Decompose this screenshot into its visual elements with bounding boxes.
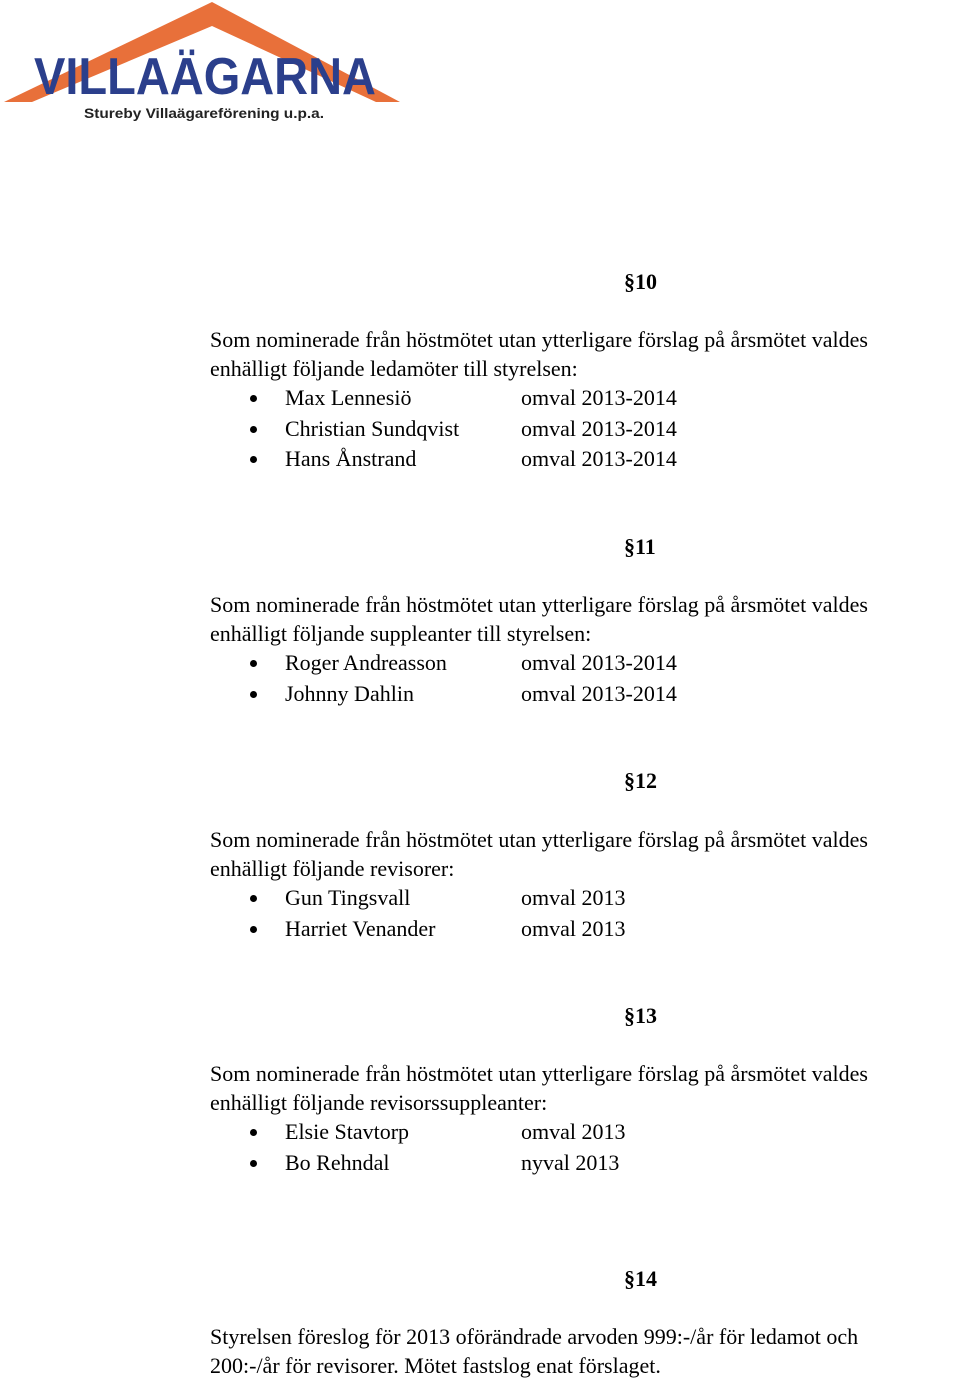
member-list [210, 383, 960, 475]
section-13 [210, 1059, 960, 1178]
list-item [210, 914, 960, 945]
list-item [210, 883, 960, 914]
member-name: Hans Ånstrand [285, 446, 417, 471]
section-text-line: Som nominerade från höstmötet utan ytterligare förslag på årsmötet valdes [210, 327, 868, 352]
section-text-line: 200:-/år för revisorer. Mötet fastslog enat förslaget. [210, 1353, 661, 1378]
bullet-icon [250, 426, 257, 433]
section-text-line: enhälligt följande revisorer: [210, 856, 455, 881]
member-term: omval 2013 [521, 1119, 626, 1144]
villaagarna-logo [4, 2, 400, 124]
logo-graphic [4, 2, 400, 124]
section-text-line: Styrelsen föreslog för 2013 oförändrade arvoden 999:-/år för ledamot och [210, 1324, 859, 1349]
member-term: omval 2013-2014 [521, 446, 677, 471]
member-term: omval 2013-2014 [521, 385, 677, 410]
section-heading: §13 [624, 1003, 657, 1028]
section-text-line: Som nominerade från höstmötet utan ytterligare förslag på årsmötet valdes [210, 827, 868, 852]
member-name: Roger Andreasson [285, 650, 447, 675]
member-term: omval 2013-2014 [521, 650, 677, 675]
member-term: omval 2013 [521, 915, 626, 941]
list-item [210, 1148, 960, 1179]
bullet-icon [250, 926, 257, 933]
list-item [210, 648, 960, 679]
member-list [210, 1117, 960, 1178]
list-item [210, 444, 960, 475]
member-list [210, 648, 960, 709]
member-name: Max Lennesiö [285, 385, 412, 410]
member-term: nyval 2013 [521, 1149, 620, 1175]
list-item [210, 383, 960, 414]
member-term: omval 2013-2014 [521, 415, 677, 441]
section-text-line: enhälligt följande revisorssuppleanter: [210, 1090, 548, 1115]
section-heading: §11 [624, 534, 656, 559]
section-12 [210, 825, 960, 944]
bullet-icon [250, 660, 257, 667]
member-term: omval 2013 [521, 885, 626, 910]
bullet-icon [250, 895, 257, 902]
member-name: Elsie Stavtorp [285, 1119, 410, 1144]
section-heading: §10 [624, 269, 657, 294]
bullet-icon [250, 1129, 257, 1136]
section-text-line: Som nominerade från höstmötet utan ytterligare förslag på årsmötet valdes [210, 1061, 868, 1086]
member-term: omval 2013-2014 [521, 680, 677, 706]
bullet-icon [250, 456, 257, 463]
section-text-line: enhälligt följande suppleanter till styrelsen: [210, 621, 592, 646]
logo-wordmark: VILLAÄGARNA [34, 48, 376, 106]
list-item [210, 1117, 960, 1148]
member-name: Christian Sundqvist [285, 415, 460, 441]
member-name: Harriet Venander [285, 915, 436, 941]
member-list [210, 883, 960, 944]
section-text-line: enhälligt följande ledamöter till styrelsen: [210, 356, 578, 381]
section-heading: §14 [624, 1266, 657, 1291]
member-name: Gun Tingsvall [285, 885, 411, 910]
member-name: Johnny Dahlin [285, 680, 414, 706]
section-11 [210, 590, 960, 709]
logo-subtitle: Stureby Villaägareförening u.p.a. [84, 105, 324, 121]
list-item [210, 414, 960, 445]
section-text-line: Som nominerade från höstmötet utan ytterligare förslag på årsmötet valdes [210, 592, 868, 617]
bullet-icon [250, 1160, 257, 1167]
section-heading: §12 [624, 768, 657, 793]
section-10 [210, 325, 960, 475]
member-name: Bo Rehndal [285, 1149, 390, 1175]
bullet-icon [250, 395, 257, 402]
list-item [210, 679, 960, 710]
bullet-icon [250, 691, 257, 698]
section-14 [210, 1322, 960, 1380]
